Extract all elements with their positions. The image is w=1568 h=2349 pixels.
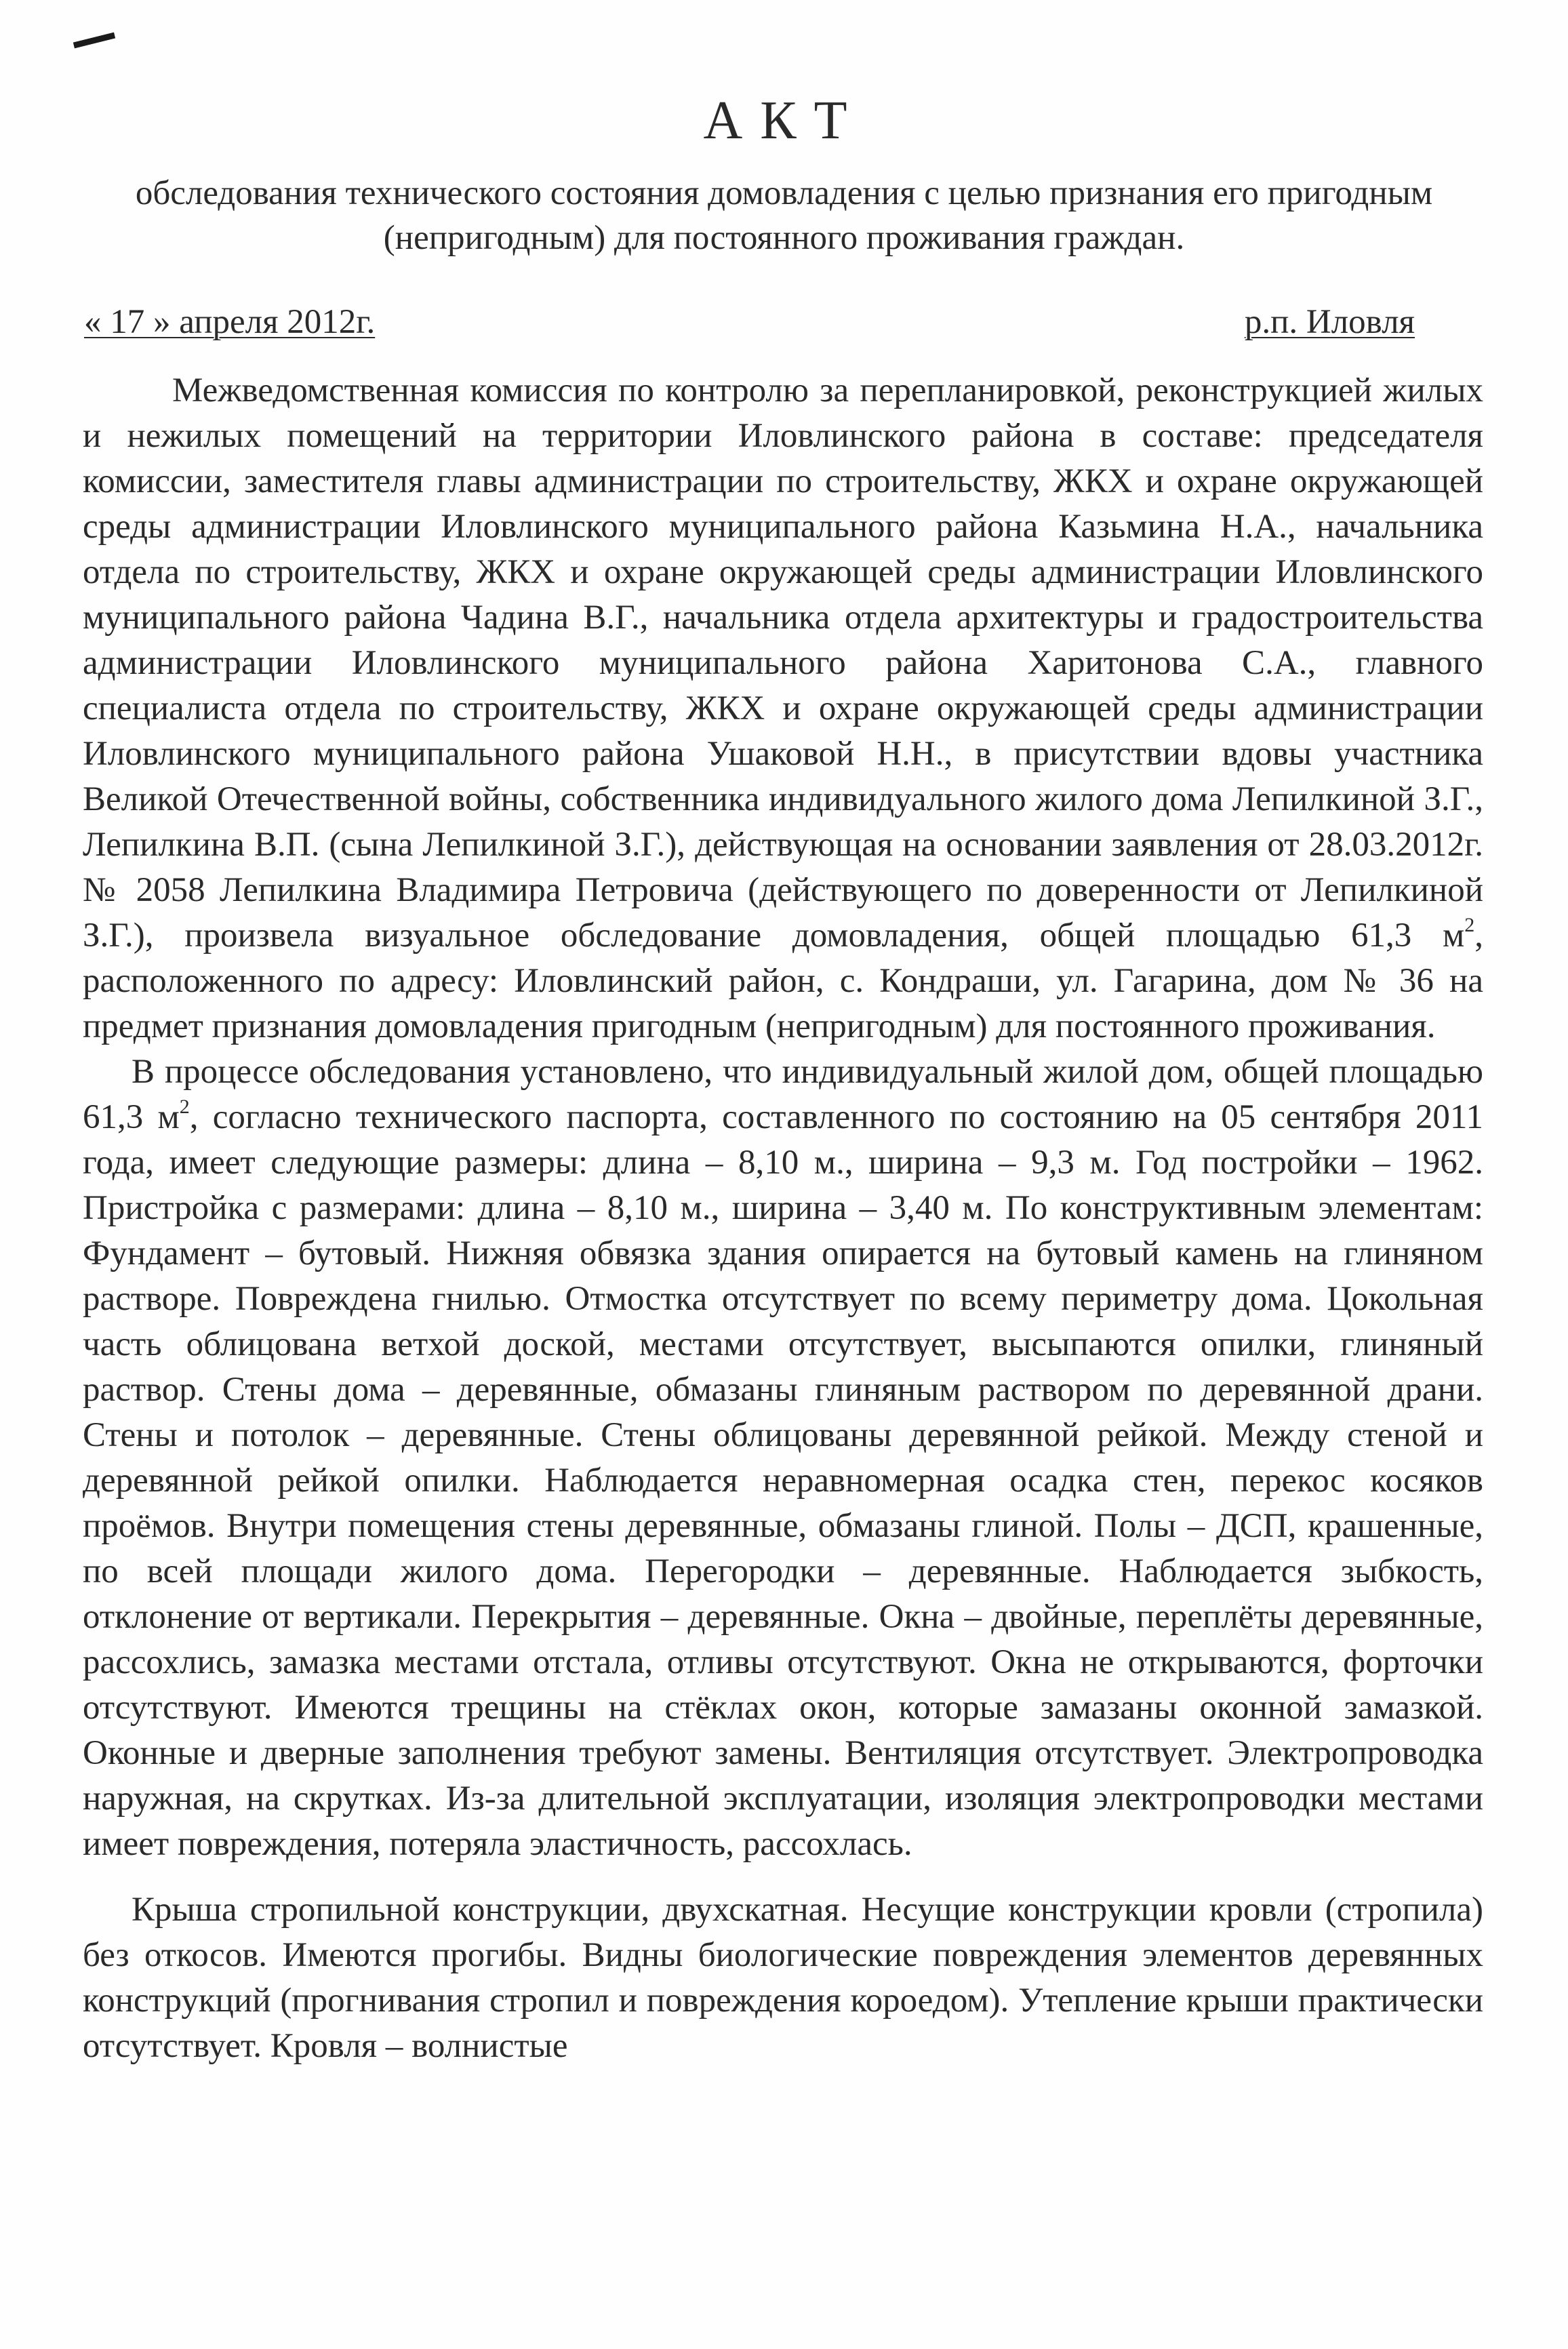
paragraph-roof: Крыша стропильной конструкции, двухскатная. Несущие конструкции кровли (стропила) без откосов. Имеются прогибы. Видны биологические повреждения элементов деревянных конструкций (прогнивания стропил и повреждения короедом). Утепление крыши практически отсутствует. Кровля – волнистые bbox=[83, 1891, 1483, 2065]
square-meter-superscript: 2 bbox=[1464, 914, 1475, 936]
document-date: « 17 » апреля 2012г. bbox=[84, 303, 376, 341]
paragraph-commission bbox=[83, 368, 1483, 1049]
document-subtitle: обследования технического состояния домовладения с целью признания его пригодным (непригодным) для постоянного проживания граждан. bbox=[135, 174, 1433, 257]
paragraph-inspection-text-a: В процессе обследования установлено, что индивидуальный жилой дом, общей площадью 61,3 м bbox=[83, 1053, 1483, 1136]
corner-pen-mark bbox=[73, 33, 115, 49]
document-place: р.п. Иловля bbox=[1244, 303, 1415, 341]
paragraph-commission-text-a: Межведомственная комиссия по контролю за перепланировкой, реконструкцией жилых и нежилых помещений на территории Иловлинского района в составе: председателя комиссии, заместителя главы администрации по строительству, ЖКХ и охране окружающей среды администрации Иловлинского муниципального района Казьмина Н.А., начальника отдела по строительству, ЖКХ и охране окружающей среды администрации Иловлинского муниципального района Чадина В.Г., начальника отдела архитектуры и градостроительства администрации Иловлинского муниципального района Харитонова С.А., главного специалиста отдела по строительству, ЖКХ и охране окружающей среды администрации Иловлинского муниципального района Ушаковой Н.Н., в присутствии вдовы участника Великой Отечественной войны, собственника индивидуального жилого дома Лепилкиной З.Г., Лепилкина В.П. (сына Лепилкиной З.Г.), действующая на основании заявления от 28.03.2012г. № 2058 Лепилкина Владимира Петровича (действующего по доверенности от Лепилкиной З.Г.), произвела визуальное обследование домовладения, общей площадью 61,3 м bbox=[83, 372, 1483, 955]
document-body bbox=[83, 368, 1483, 2069]
square-meter-superscript: 2 bbox=[179, 1096, 190, 1118]
paragraph-commission-text-b: , расположенного по адресу: Иловлинский район, с. Кондраши, ул. Гагарина, дом № 36 на предмет признания домовладения пригодным (непригодным) для постоянного проживания. bbox=[83, 917, 1483, 1045]
document-title: АКТ bbox=[703, 91, 865, 150]
paragraph-inspection-text-b: , согласно технического паспорта, составленного по состоянию на 05 сентября 2011 года, имеет следующие размеры: длина – 8,10 м., ширина – 9,3 м. Год постройки – 1962. Пристройка с размерами: длина – 8,10 м., ширина – 3,40 м. По конструктивным элементам: Фундамент – бутовый. Нижняя обвязка здания опирается на бутовый камень на глиняном растворе. Повреждена гнилью. Отмостка отсутствует по всему периметру дома. Цокольная часть облицована ветхой доской, местами отсутствует, высыпаются опилки, глиняный раствор. Стены дома – деревянные, обмазаны глиняным раствором по деревянной драни. Стены и потолок – деревянные. Стены облицованы деревянной рейкой. Между стеной и деревянной рейкой опилки. Наблюдается неравномерная осадка стен, перекос косяков проёмов. Внутри помещения стены деревянные, обмазаны глиной. Полы – ДСП, крашенные, по всей площади жилого дома. Перегородки – деревянные. Наблюдается зыбкость, отклонение от вертикали. Перекрытия – деревянные. Окна – двойные, переплёты деревянные, рассохлись, замазка местами отстала, отливы отсутствуют. Окна не открываются, форточки отсутствуют. Имеются трещины на стёклах окон, которые замазаны оконной замазкой. Оконные и дверные заполнения требуют замены. Вентиляция отсутствует. Электропроводка наружная, на скрутках. Из-за длительной эксплуатации, изоляция электропроводки местами имеет повреждения, потеряла эластичность, рассохлась. bbox=[83, 1098, 1483, 1863]
paragraph-inspection bbox=[83, 1049, 1483, 1867]
